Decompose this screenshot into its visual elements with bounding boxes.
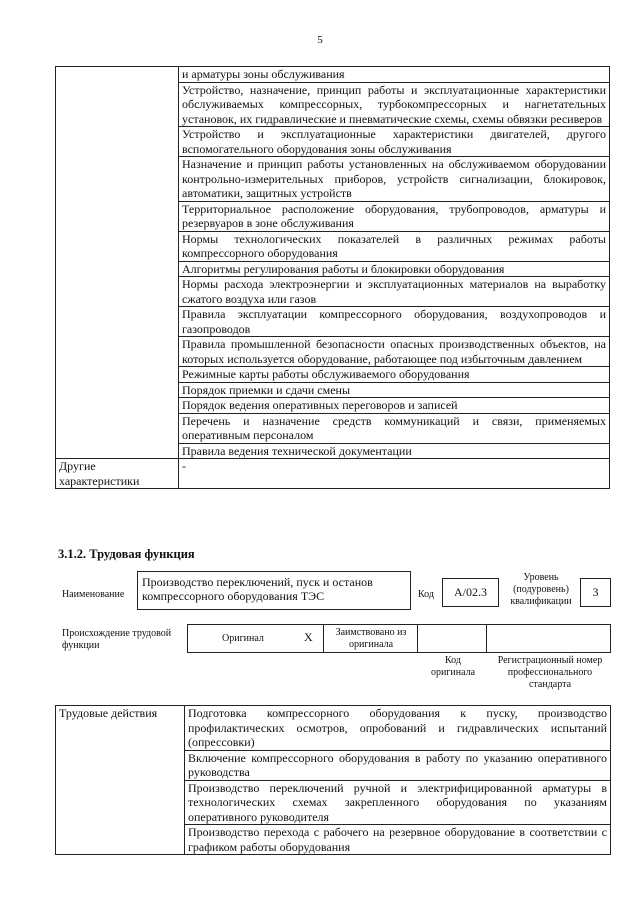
- knowledge-item: Нормы расхода электроэнергии и эксплуатационных материалов на выработку сжатого воздуха или газов: [179, 277, 610, 307]
- name-label: Наименование: [62, 589, 125, 600]
- code-label: Код: [418, 589, 434, 600]
- action-item: Подготовка компрессорного оборудования к пуску, производство профилактических осмотров, опробований и гидравлических испытаний (опрессовки): [185, 706, 611, 751]
- knowledge-item: и арматуры зоны обслуживания: [179, 67, 610, 83]
- table-row: [56, 67, 610, 83]
- knowledge-item: Порядок ведения оперативных переговоров и записей: [179, 398, 610, 414]
- knowledge-item: Порядок приемки и сдачи смены: [179, 382, 610, 398]
- knowledge-item: Правила эксплуатации компрессорного оборудования, воздухопроводов и газопроводов: [179, 307, 610, 337]
- knowledge-item: Территориальное расположение оборудования, трубопроводов, арматуры и резервуаров в зоне обслуживания: [179, 201, 610, 231]
- knowledge-item: Правила промышленной безопасности опасных производственных объектов, на которых используется оборудование, работающее под избыточным давлением: [179, 337, 610, 367]
- knowledge-table: [55, 66, 610, 489]
- action-item: Включение компрессорного оборудования в работу по указанию оперативного руководства: [185, 750, 611, 780]
- knowledge-item: Правила ведения технической документации: [179, 443, 610, 459]
- original-label: Оригинал: [222, 633, 264, 644]
- origin-divider: [323, 624, 324, 653]
- origin-label: Происхождение трудовой функции: [62, 628, 172, 651]
- knowledge-item: Перечень и назначение средств коммуникаций и связи, применяемых оперативным персоналом: [179, 413, 610, 443]
- action-item: Производство переключений ручной и электрифицированной арматуры в технологических схемах закрепленного оборудования по указаниям оперативного руководителя: [185, 780, 611, 825]
- knowledge-item: Режимные карты работы обслуживаемого оборудования: [179, 367, 610, 383]
- table-row: [56, 459, 610, 489]
- knowledge-item: Устройство и эксплуатационные характеристики двигателей, другого вспомогательного оборудования зоны обслуживания: [179, 127, 610, 157]
- code-value: A/02.3: [454, 585, 487, 599]
- code-original-caption: Код оригинала: [430, 655, 476, 678]
- original-mark: X: [304, 630, 313, 644]
- actions-table: [55, 705, 611, 855]
- origin-divider: [417, 624, 418, 653]
- action-item: Производство перехода с рабочего на резервное оборудование в соответствии с графиком работы оборудования: [185, 825, 611, 855]
- level-label: Уровень (подуровень) квалификации: [510, 572, 572, 607]
- knowledge-item: Алгоритмы регулирования работы и блокировки оборудования: [179, 261, 610, 277]
- knowledge-item: Назначение и принцип работы установленных на обслуживаемом оборудовании контрольно-измерительных приборов, устройств сигнализации, блокировок, автоматики, защитных устройств: [179, 157, 610, 202]
- name-value: Производство переключений, пуск и останов компрессорного оборудования ТЭС: [142, 575, 373, 603]
- borrowed-label: Заимствовано из оригинала: [335, 627, 407, 650]
- table-row: [56, 706, 611, 751]
- reg-number-caption: Регистрационный номер профессионального стандарта: [497, 655, 603, 690]
- knowledge-item: Устройство, назначение, принцип работы и эксплуатационные характеристики обслуживаемых компрессорных, турбокомпрессорных и нагнетательных установок, их гидравлические и пневматические схемы, схемы обвязки ресиверов: [179, 82, 610, 127]
- knowledge-item: Нормы технологических показателей в различных режимах работы компрессорного оборудования: [179, 231, 610, 261]
- other-characteristics-value: -: [179, 459, 610, 489]
- actions-label: Трудовые действия: [56, 706, 185, 855]
- page-number: 5: [317, 34, 323, 46]
- other-characteristics-label: Другие характеристики: [56, 459, 179, 489]
- level-value: 3: [592, 585, 599, 599]
- section-title: 3.1.2. Трудовая функция: [58, 547, 195, 561]
- origin-divider: [486, 624, 487, 653]
- left-cell-empty: [56, 67, 179, 459]
